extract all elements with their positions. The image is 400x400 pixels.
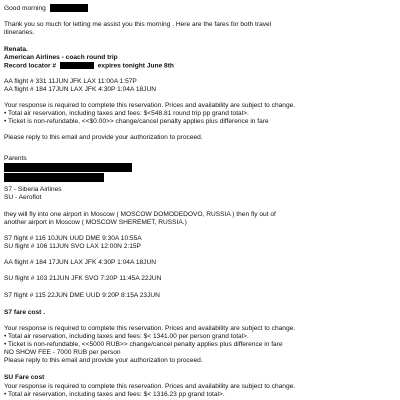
intro-line-2: itineraries. [4, 29, 35, 36]
greeting-line [4, 4, 88, 13]
refund-note: • Ticket is non-refundable, <<5000 RUB>> change/cancel penalty applies plus difference in fare [4, 341, 283, 348]
su-fare-heading: SU Fare cost [4, 374, 45, 381]
reply-instruction: Please reply to this email and provide your authorization to proceed. [4, 357, 203, 364]
total-fare-note: • Total air reservation, including taxes and fees: $< 1316.23 pp grand total>. [4, 391, 225, 398]
passenger-name: Renata. [4, 46, 28, 53]
parents-label: Parents [4, 155, 27, 162]
refund-note: • Ticket is non-refundable, <<$0.00>> change/cancel penalty applies plus difference in fare [4, 118, 269, 125]
flight-row: AA flight # 331 11JUN JFK LAX 11:00A 1:57P [4, 78, 137, 85]
flight-row: AA flight # 184 17JUN LAX JFK 4:30P 1:04A 18JUN [4, 86, 156, 93]
airline-row: SU - Aeroflot [4, 194, 42, 201]
redacted-name [50, 4, 88, 12]
flight-row: AA flight # 184 17JUN LAX JFK 4:30P 1:04A 18JUN [4, 259, 156, 266]
route-description: another airport in Moscow ( MOSCOW SHEREMET, RUSSIA.) [4, 219, 187, 226]
record-locator-label: Record locator # [4, 62, 57, 70]
intro-line-1: Thank you so much for letting me assist you this morning . Here are the fares for both travel [4, 21, 272, 28]
response-note: Your response is required to complete this reservation. Prices and availability are subject to change. [4, 383, 296, 390]
reply-instruction: Please reply to this email and provide your authorization to proceed. [4, 134, 203, 141]
total-fare-note: • Total air reservation, including taxes and fees: $<548.81 round trip pp grand total>. [4, 110, 249, 117]
redacted-parent-name [4, 173, 104, 182]
response-note: Your response is required to complete this reservation. Prices and availability are subject to change. [4, 325, 296, 332]
redacted-locator [60, 62, 94, 69]
flight-row: SU flight # 106 11JUN SVO LAX 12:00N 2:15P [4, 243, 141, 250]
route-description: they will fly into one airport in Moscow ( MOSCOW DOMODEDOVO, RUSSIA ) then fly out of [4, 211, 276, 218]
s7-fare-heading: S7 fare cost . [4, 309, 46, 316]
flight-row: S7 flight # 116 10JUN UUD DME 9:30A 10:55A [4, 235, 142, 242]
response-note: Your response is required to complete this reservation. Prices and availability are subject to change. [4, 102, 296, 109]
flight-row: S7 flight # 115 22JUN DME UUD 9:20P 8:15A 23JUN [4, 292, 160, 299]
flight-row: SU flight # 103 21JUN JFK SVO 7:20P 11:45A 22JUN [4, 275, 162, 282]
record-locator-expiry: expires tonight June 8th [97, 62, 174, 70]
airline-row: S7 - Siberia Airlines [4, 186, 62, 193]
record-locator-line [4, 62, 174, 70]
total-fare-note: • Total air reservation, including taxes and fees: $< 1341.00 per person grand total>. [4, 333, 249, 340]
no-show-fee-note: NO SHOW FEE - 7000 RUB per person [4, 349, 121, 356]
airline-title: American Airlines - coach round trip [4, 54, 118, 61]
greeting-text: Good morning [4, 4, 46, 12]
redacted-parent-name [4, 163, 132, 172]
